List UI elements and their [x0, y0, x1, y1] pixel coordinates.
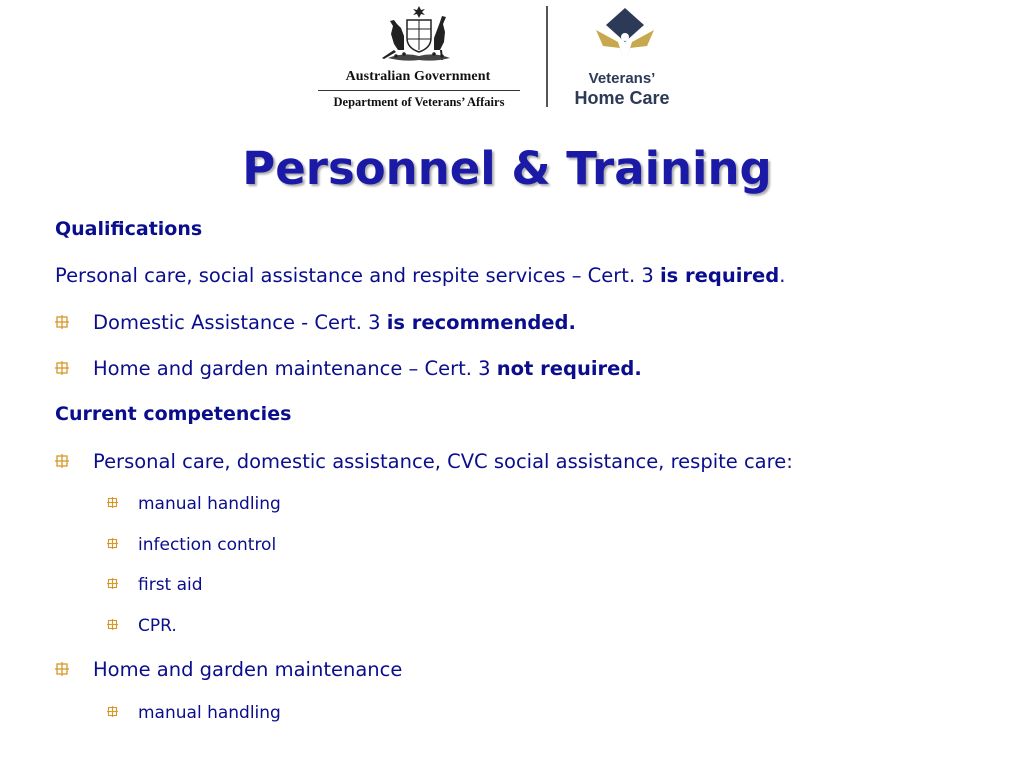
veterans-home-care-mark-icon — [592, 6, 658, 68]
bullet-icon — [55, 361, 69, 375]
veterans-home-care-logo — [566, 6, 686, 110]
logo-divider — [546, 6, 548, 107]
bullet-icon — [107, 497, 118, 508]
qualifications-period: . — [779, 264, 786, 287]
sub-list-item — [107, 494, 281, 514]
sub-list-item — [107, 703, 281, 723]
item-text: Home and garden maintenance – Cert. 3 — [93, 357, 497, 380]
qualifications-text: Personal care, social assistance and respite services – Cert. 3 — [55, 264, 660, 287]
slide-title: Personnel & Training — [242, 142, 772, 195]
list-item — [55, 357, 642, 380]
item-text: Personal care, domestic assistance, CVC social assistance, respite care: — [93, 450, 793, 473]
bullet-icon — [55, 315, 69, 329]
bullet-icon — [55, 662, 69, 676]
logo-rule — [318, 90, 520, 91]
competencies-heading: Current competencies — [55, 403, 292, 425]
bullet-icon — [107, 578, 118, 589]
sub-item-text: manual handling — [138, 703, 281, 723]
department-name: Department of Veterans’ Affairs — [333, 95, 505, 109]
list-item — [55, 450, 793, 473]
item-emphasis: not required. — [496, 357, 642, 380]
bullet-icon — [107, 538, 118, 549]
qualifications-emphasis: is required — [659, 264, 780, 287]
bullet-icon — [55, 454, 69, 468]
list-item — [55, 311, 576, 334]
qualifications-heading: Qualifications — [55, 218, 203, 240]
government-name: Australian Government — [345, 69, 491, 84]
coat-of-arms-icon — [374, 4, 464, 64]
sub-list-item — [107, 616, 177, 636]
program-name-line2: Home Care — [574, 88, 670, 108]
australian-government-logo — [318, 4, 520, 114]
qualifications-paragraph — [55, 264, 785, 287]
sub-list-item — [107, 575, 203, 595]
item-text: Home and garden maintenance — [93, 658, 403, 681]
item-emphasis: is recommended. — [386, 311, 576, 334]
sub-item-text: manual handling — [138, 494, 281, 514]
program-name-line1: Veterans’ — [588, 70, 656, 87]
bullet-icon — [107, 706, 118, 717]
bullet-icon — [107, 619, 118, 630]
item-text: Domestic Assistance - Cert. 3 — [93, 311, 387, 334]
list-item — [55, 658, 402, 681]
sub-list-item — [107, 535, 276, 555]
sub-item-text: first aid — [138, 575, 203, 595]
sub-item-text: infection control — [138, 535, 277, 555]
sub-item-text: CPR. — [138, 616, 177, 636]
